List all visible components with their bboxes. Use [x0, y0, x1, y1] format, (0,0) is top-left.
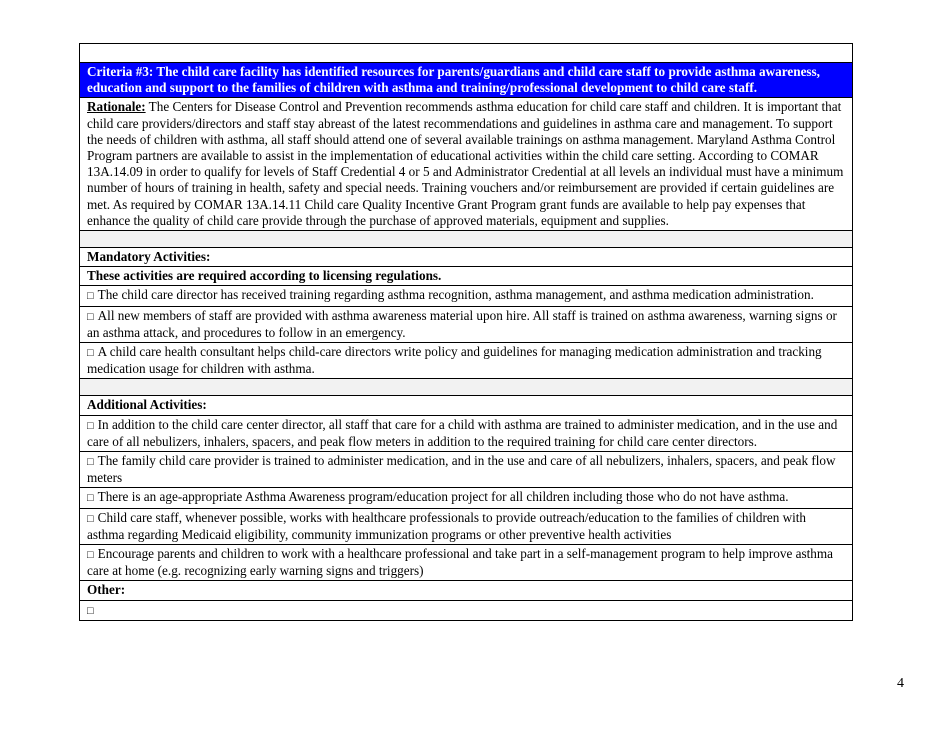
list-item: [80, 343, 853, 379]
activity-text: The child care director has received training regarding asthma recognition, asthma management, and asthma medication administration.: [97, 287, 814, 303]
list-item: [80, 488, 853, 508]
spacer-cell: [80, 231, 853, 248]
list-item: [80, 452, 853, 488]
checkbox[interactable]: □: [87, 604, 94, 617]
activity-text: There is an age-appropriate Asthma Awareness program/education project for all children including those who do not have asthma.: [97, 489, 789, 505]
additional-heading-row: [80, 396, 853, 415]
activity-text: Child care staff, whenever possible, works with healthcare professionals to provide outreach/education to the families of children with asthma regarding Medicaid eligibility, community immunization programs or other preventive health activities: [87, 509, 807, 542]
page-number: 4: [897, 676, 904, 691]
mandatory-heading-row: [80, 248, 853, 267]
activity-text: The family child care provider is trained to administer medication, and in the use and care of all nebulizers, inhalers, spacers, and peak flow meters: [87, 453, 836, 486]
spacer-cell: [80, 379, 853, 396]
mandatory-heading: Mandatory Activities:: [80, 248, 853, 267]
rationale-row: [80, 98, 853, 231]
activity-text: Encourage parents and children to work with a healthcare professional and take part in a self-management program to help improve asthma care at home (e.g. recognizing early warning signs and triggers): [87, 546, 833, 579]
activity-text: A child care health consultant helps child-care directors write policy and guidelines for managing medication administration and tracking medication usage for children with asthma.: [87, 344, 822, 377]
criteria-title: Criteria #3: The child care facility has identified resources for parents/guardians and child care staff to provide asthma awareness, education and support to the families of children with asthma and training/professional development to child care staff.: [80, 63, 853, 98]
checkbox[interactable]: □: [87, 290, 94, 303]
rationale-cell: [80, 98, 853, 231]
checkbox[interactable]: □: [87, 310, 94, 323]
list-item: [80, 508, 853, 544]
checkbox[interactable]: □: [87, 419, 94, 432]
list-item: [80, 306, 853, 342]
criteria-row: [80, 63, 853, 98]
empty-cell: [80, 44, 853, 63]
activity-text: All new members of staff are provided with asthma awareness material upon hire. All staff is trained on asthma awareness, warning signs or an asthma attack, and procedures to follow in an emergency.: [87, 307, 837, 340]
list-item: [80, 415, 853, 451]
list-item: [80, 545, 853, 581]
table-top-row: [80, 44, 853, 63]
checkbox[interactable]: □: [87, 512, 94, 525]
additional-heading: Additional Activities:: [80, 396, 853, 415]
other-item-row: [80, 600, 853, 620]
checkbox[interactable]: □: [87, 347, 94, 360]
checkbox[interactable]: □: [87, 456, 94, 469]
rationale-text: The Centers for Disease Control and Prevention recommends asthma education for child care staff and children. It is important that child care providers/directors and staff stay abreast of the latest recommendations and guidelines in asthma care and management. To support the needs of children with asthma, all staff should attend one of several available trainings on asthma management. Maryland Asthma Control Program partners are available to assist in the implementation of educational activities within the child care setting. According to COMAR 13A.14.09 in order to qualify for levels of Staff Credential 4 or 5 and Administrator Credential at all levels an individual must have a minimum number of hours of training in health, safety and special needs. Training vouchers and/or reimbursement are provided if certain guidelines are met. As required by COMAR 13A.14.11 Child care Quality Incentive Grant Program grant funds are available to help pay expenses that enhance the quality of child care provide through the purchase of approved materials, equipment and supplies.: [87, 99, 844, 228]
other-heading: Other:: [80, 581, 853, 600]
criteria-table: [79, 43, 853, 621]
spacer-row: [80, 379, 853, 396]
other-heading-row: [80, 581, 853, 600]
mandatory-subheading: These activities are required according to licensing regulations.: [80, 267, 853, 286]
checkbox[interactable]: □: [87, 492, 94, 505]
activity-text: In addition to the child care center director, all staff that care for a child with asthma are trained to administer medication, and in the use and care of all nebulizers, inhalers, spacers, and peak flow meters in addition to the required training for child care center directors.: [87, 416, 838, 449]
rationale-label: Rationale:: [87, 99, 146, 115]
checkbox[interactable]: □: [87, 549, 94, 562]
list-item: [80, 286, 853, 306]
spacer-row: [80, 231, 853, 248]
mandatory-subheading-row: [80, 267, 853, 286]
